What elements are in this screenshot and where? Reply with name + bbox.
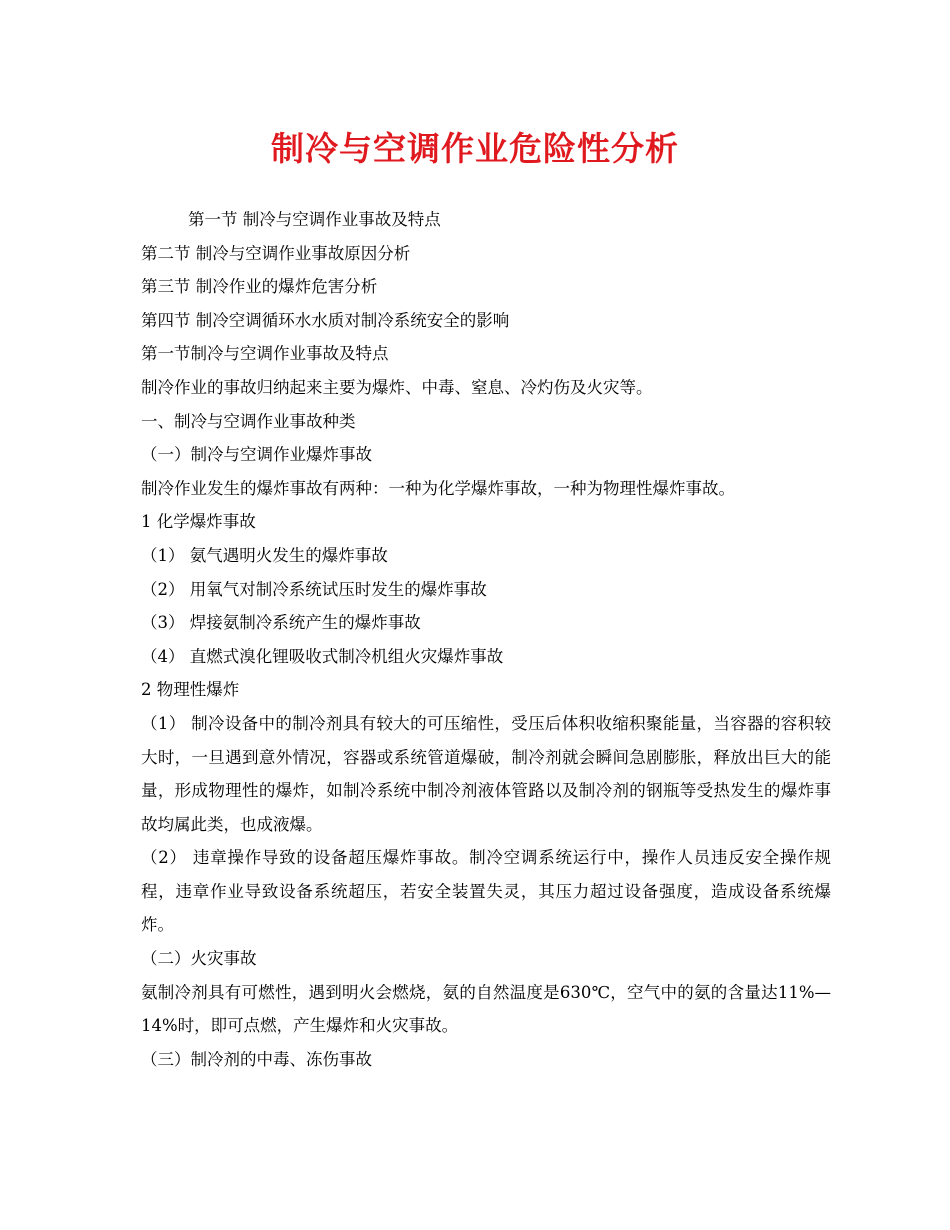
- toc-entry-section-1: 第一节 制冷与空调作业事故及特点: [188, 210, 441, 229]
- subsection-heading: （一）制冷与空调作业爆炸事故: [141, 445, 372, 465]
- subsection-heading: 一、制冷与空调作业事故种类: [141, 411, 356, 431]
- body-paragraph: 制冷作业发生的爆炸事故有两种：一种为化学爆炸事故，一种为物理性爆炸事故。: [141, 478, 735, 498]
- toc-entry-section-2: 第二节 制冷与空调作业事故原因分析: [141, 243, 411, 263]
- list-item: （2） 违章操作导致的设备超压爆炸事故。制冷空调系统运行中，操作人员违反安全操作规程，违章作业导致设备系统超压，若安全装置失灵，其压力超过设备强度，造成设备系统爆炸。: [141, 848, 831, 935]
- toc-entry-section-3: 第三节 制冷作业的爆炸危害分析: [141, 277, 378, 297]
- toc-entry-section-4: 第四节 制冷空调循环水水质对制冷系统安全的影响: [141, 310, 510, 330]
- body-paragraph: 氨制冷剂具有可燃性，遇到明火会燃烧，氨的自然温度是630℃，空气中的氨的含量达11%—14%时，即可点燃，产生爆炸和火灾事故。: [141, 982, 831, 1036]
- list-item: （1） 氨气遇明火发生的爆炸事故: [141, 545, 388, 565]
- list-item: （3） 焊接氨制冷系统产生的爆炸事故: [141, 613, 421, 633]
- list-item: （2） 用氧气对制冷系统试压时发生的爆炸事故: [141, 579, 487, 599]
- list-item: （4） 直燃式溴化锂吸收式制冷机组火灾爆炸事故: [141, 646, 504, 666]
- subsection-heading: 2 物理性爆炸: [141, 680, 240, 700]
- list-item: （1） 制冷设备中的制冷剂具有较大的可压缩性，受压后体积收缩积聚能量，当容器的容积较大时，一旦遇到意外情况，容器或系统管道爆破，制冷剂就会瞬间急剧膨胀，释放出巨大的能量，形成物理性的爆炸，如制冷系统中制冷剂液体管路以及制冷剂的钢瓶等受热发生的爆炸事故均属此类，也成液爆。: [141, 713, 831, 834]
- subsection-heading: （三）制冷剂的中毒、冻伤事故: [141, 1049, 372, 1069]
- subsection-heading: 1 化学爆炸事故: [141, 512, 256, 532]
- body-paragraph: 制冷作业的事故归纳起来主要为爆炸、中毒、窒息、冷灼伤及火灾等。: [141, 377, 653, 397]
- section-heading: 第一节制冷与空调作业事故及特点: [141, 344, 389, 364]
- subsection-heading: （二）火灾事故: [141, 949, 257, 969]
- document-body: [141, 203, 831, 1076]
- document-title: 制冷与空调作业危险性分析: [271, 129, 679, 168]
